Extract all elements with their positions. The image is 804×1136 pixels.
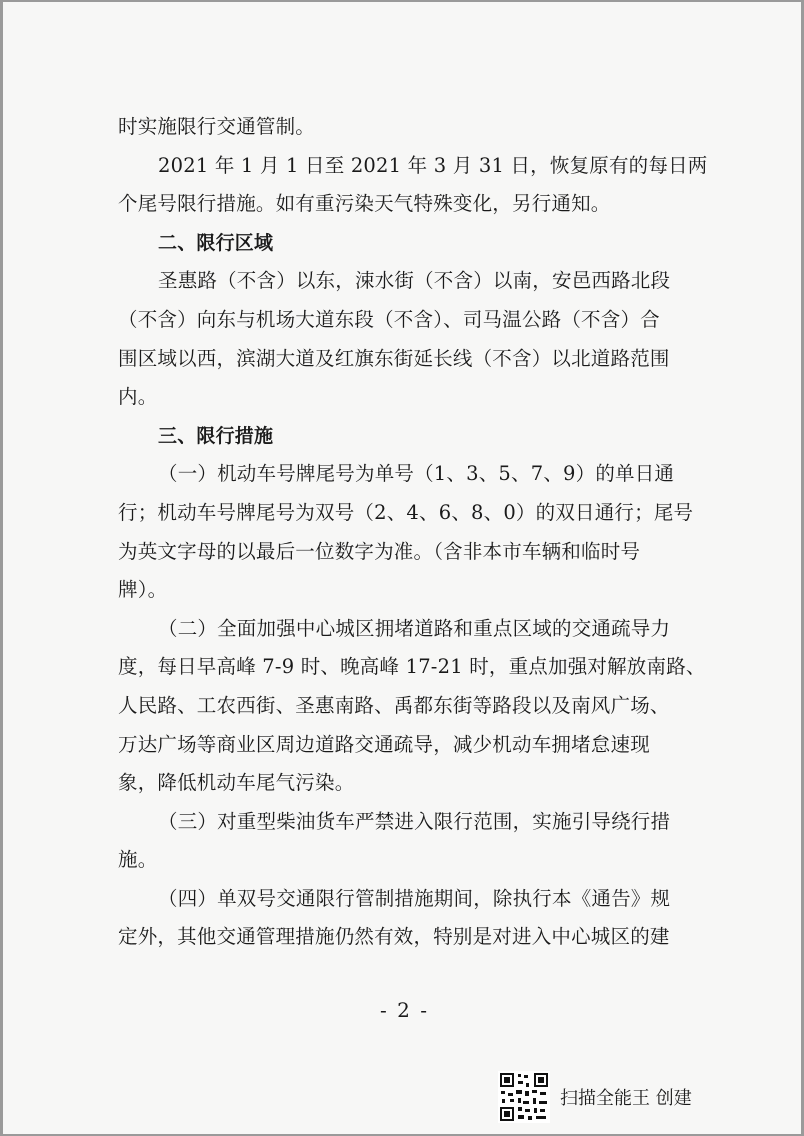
body-line: （一）机动车号牌尾号为单号（1、3、5、7、9）的单日通 [158,462,675,486]
body-line: 度，每日早高峰 7-9 时、晚高峰 17-21 时，重点加强对解放南路、 [118,655,706,679]
body-line: 内。 [118,385,158,409]
body-line: 为英文字母的以最后一位数字为准。（含非本市车辆和临时号 [118,539,641,563]
document-body [118,108,708,957]
page-edge-top [0,0,804,2]
body-line: （二）全面加强中心城区拥堵道路和重点区域的交通疏导力 [158,616,671,640]
body-line: （不含）向东与机场大道东段（不含）、司马温公路（不含）合 [118,307,660,331]
body-line: 牌）。 [118,578,168,602]
body-line: 2021 年 1 月 1 日至 2021 年 3 月 31 日，恢复原有的每日两 [158,153,708,177]
body-line: 圣惠路（不含）以东，涑水街（不含）以南，安邑西路北段 [158,269,671,293]
qr-code-icon [498,1071,550,1123]
body-line: （三）对重型柴油货车严禁进入限行范围，实施引导绕行措 [158,809,671,833]
body-line: 万达广场等商业区周边道路交通疏导，减少机动车拥堵怠速现 [118,732,650,756]
section-heading-area: 二、限行区域 [158,231,274,254]
section-heading-measures: 三、限行措施 [158,424,274,447]
body-line: 人民路、工农西街、圣惠南路、禹都东街等路段以及南风广场、 [118,693,670,717]
body-line: 行；机动车号牌尾号为双号（2、4、6、8、0）的双日通行；尾号 [118,500,694,524]
body-line: 施。 [118,848,158,872]
body-line: 个尾号限行措施。如有重污染天气特殊变化，另行通知。 [118,192,611,216]
body-line: 定外，其他交通管理措施仍然有效，特别是对进入中心城区的建 [118,925,670,949]
scanner-watermark-text: 扫描全能王 创建 [560,1088,692,1109]
body-line: 象，降低机动车尾气污染。 [118,771,355,795]
page-number: - 2 - [380,998,429,1022]
body-line: 时实施限行交通管制。 [118,115,316,138]
body-line: 围区域以西，滨湖大道及红旗东街延长线（不含）以北道路范围 [118,346,670,370]
page-edge-left [0,0,3,1136]
body-line: （四）单双号交通限行管制措施期间，除执行本《通告》规 [158,886,671,910]
